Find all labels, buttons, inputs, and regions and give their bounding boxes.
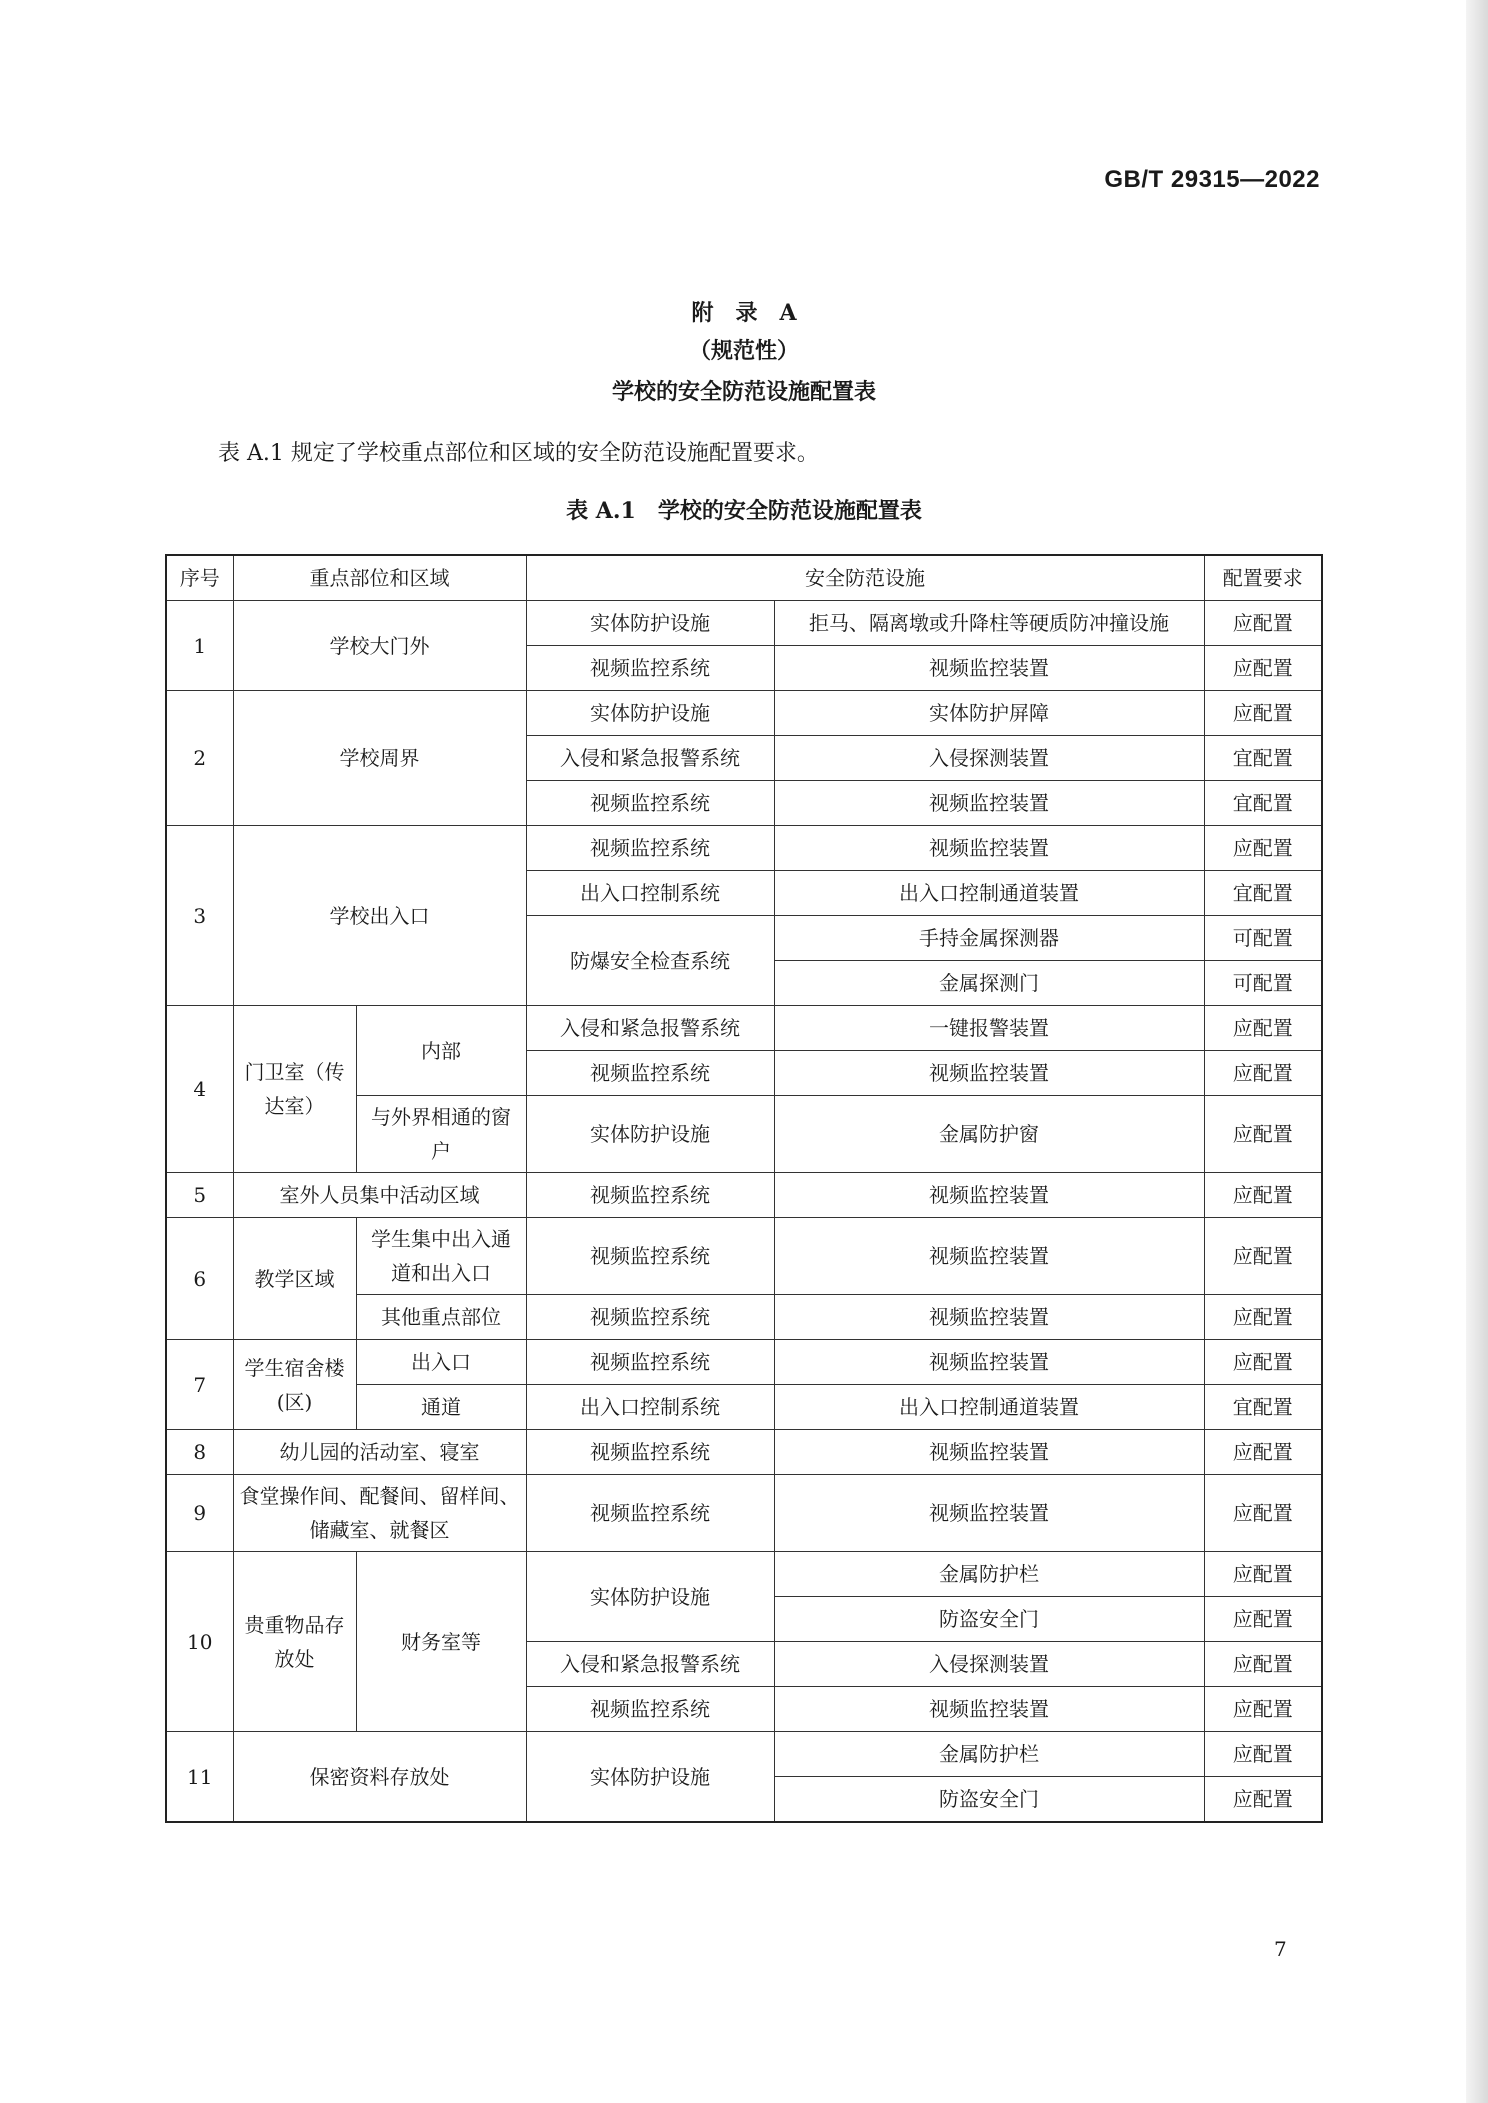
cell-item: 实体防护屏障 <box>774 691 1204 736</box>
table-row <box>166 1732 1322 1777</box>
cell-area: 幼儿园的活动室、寝室 <box>233 1430 526 1475</box>
table-row <box>166 1475 1322 1552</box>
cell-area: 保密资料存放处 <box>233 1732 526 1823</box>
header-area: 重点部位和区域 <box>233 555 526 601</box>
cell-system: 视频监控系统 <box>526 1173 774 1218</box>
cell-area: 食堂操作间、配餐间、留样间、储藏室、就餐区 <box>233 1475 526 1552</box>
cell-req: 应配置 <box>1204 601 1322 646</box>
cell-system: 出入口控制系统 <box>526 871 774 916</box>
cell-no: 1 <box>166 601 233 691</box>
cell-area: 学生宿舍楼(区) <box>233 1340 356 1430</box>
cell-req: 可配置 <box>1204 916 1322 961</box>
cell-system: 出入口控制系统 <box>526 1385 774 1430</box>
cell-system: 视频监控系统 <box>526 1340 774 1385</box>
cell-req: 应配置 <box>1204 1687 1322 1732</box>
cell-req: 应配置 <box>1204 1642 1322 1687</box>
cell-system: 防爆安全检查系统 <box>526 916 774 1006</box>
cell-req: 应配置 <box>1204 1006 1322 1051</box>
cell-no: 10 <box>166 1552 233 1732</box>
cell-req: 应配置 <box>1204 1051 1322 1096</box>
cell-req: 宜配置 <box>1204 736 1322 781</box>
cell-system: 视频监控系统 <box>526 1687 774 1732</box>
cell-req: 应配置 <box>1204 1597 1322 1642</box>
cell-req: 应配置 <box>1204 1340 1322 1385</box>
cell-no: 2 <box>166 691 233 826</box>
cell-req: 应配置 <box>1204 1732 1322 1777</box>
cell-no: 4 <box>166 1006 233 1173</box>
cell-no: 3 <box>166 826 233 1006</box>
cell-req: 宜配置 <box>1204 871 1322 916</box>
cell-area: 学校出入口 <box>233 826 526 1006</box>
cell-subarea: 其他重点部位 <box>356 1295 526 1340</box>
cell-req: 应配置 <box>1204 691 1322 736</box>
cell-req: 宜配置 <box>1204 1385 1322 1430</box>
cell-item: 入侵探测装置 <box>774 736 1204 781</box>
cell-req: 应配置 <box>1204 1430 1322 1475</box>
cell-item: 视频监控装置 <box>774 826 1204 871</box>
cell-system: 视频监控系统 <box>526 781 774 826</box>
appendix-label: 附 录 A <box>691 300 797 326</box>
appendix-title: 学校的安全防范设施配置表 <box>611 379 876 405</box>
cell-system: 实体防护设施 <box>526 691 774 736</box>
cell-area: 学校大门外 <box>233 601 526 691</box>
appendix-nature: （规范性） <box>688 338 799 364</box>
cell-item: 手持金属探测器 <box>774 916 1204 961</box>
header-req: 配置要求 <box>1204 555 1322 601</box>
cell-no: 5 <box>166 1173 233 1218</box>
cell-system: 视频监控系统 <box>526 1051 774 1096</box>
cell-req: 宜配置 <box>1204 781 1322 826</box>
intro-paragraph: 表 A.1 规定了学校重点部位和区域的安全防范设施配置要求。 <box>218 441 819 466</box>
cell-req: 应配置 <box>1204 826 1322 871</box>
cell-subarea: 通道 <box>356 1385 526 1430</box>
cell-subarea: 出入口 <box>356 1340 526 1385</box>
facility-config-table <box>165 554 1323 1823</box>
table-row <box>166 601 1322 646</box>
cell-item: 金属探测门 <box>774 961 1204 1006</box>
cell-area: 贵重物品存放处 <box>233 1552 356 1732</box>
header-facility: 安全防范设施 <box>526 555 1204 601</box>
cell-item: 视频监控装置 <box>774 1218 1204 1295</box>
table-header-row <box>166 555 1322 601</box>
cell-area: 门卫室（传达室） <box>233 1006 356 1173</box>
cell-req: 应配置 <box>1204 1777 1322 1823</box>
cell-item: 视频监控装置 <box>774 1475 1204 1552</box>
cell-subarea: 学生集中出入通道和出入口 <box>356 1218 526 1295</box>
cell-no: 6 <box>166 1218 233 1340</box>
cell-req: 应配置 <box>1204 1552 1322 1597</box>
table-row <box>166 1173 1322 1218</box>
cell-no: 7 <box>166 1340 233 1430</box>
cell-item: 金属防护栏 <box>774 1552 1204 1597</box>
cell-system: 入侵和紧急报警系统 <box>526 1006 774 1051</box>
cell-system: 视频监控系统 <box>526 1475 774 1552</box>
table-row <box>166 826 1322 871</box>
cell-item: 拒马、隔离墩或升降柱等硬质防冲撞设施 <box>774 601 1204 646</box>
cell-system: 实体防护设施 <box>526 1552 774 1642</box>
table-row <box>166 1552 1322 1597</box>
cell-req: 应配置 <box>1204 1295 1322 1340</box>
cell-item: 防盗安全门 <box>774 1597 1204 1642</box>
table-caption: 表 A.1 学校的安全防范设施配置表 <box>566 498 922 524</box>
cell-item: 出入口控制通道装置 <box>774 1385 1204 1430</box>
cell-system: 视频监控系统 <box>526 1430 774 1475</box>
cell-item: 视频监控装置 <box>774 1295 1204 1340</box>
table-row <box>166 1218 1322 1295</box>
cell-item: 一键报警装置 <box>774 1006 1204 1051</box>
cell-item: 视频监控装置 <box>774 1173 1204 1218</box>
cell-no: 11 <box>166 1732 233 1823</box>
table-row <box>166 1430 1322 1475</box>
cell-area: 教学区域 <box>233 1218 356 1340</box>
cell-subarea: 财务室等 <box>356 1552 526 1732</box>
cell-no: 8 <box>166 1430 233 1475</box>
cell-system: 视频监控系统 <box>526 1295 774 1340</box>
cell-item: 防盗安全门 <box>774 1777 1204 1823</box>
cell-req: 应配置 <box>1204 1475 1322 1552</box>
table-row <box>166 691 1322 736</box>
cell-item: 视频监控装置 <box>774 1340 1204 1385</box>
cell-req: 应配置 <box>1204 1218 1322 1295</box>
cell-item: 金属防护栏 <box>774 1732 1204 1777</box>
cell-req: 应配置 <box>1204 1096 1322 1173</box>
cell-no: 9 <box>166 1475 233 1552</box>
cell-area: 室外人员集中活动区域 <box>233 1173 526 1218</box>
cell-item: 金属防护窗 <box>774 1096 1204 1173</box>
cell-system: 实体防护设施 <box>526 1732 774 1823</box>
page-number: 7 <box>1274 1937 1287 1961</box>
cell-system: 实体防护设施 <box>526 601 774 646</box>
cell-req: 可配置 <box>1204 961 1322 1006</box>
cell-subarea: 与外界相通的窗户 <box>356 1096 526 1173</box>
cell-item: 出入口控制通道装置 <box>774 871 1204 916</box>
standard-number: GB/T 29315—2022 <box>1104 166 1320 193</box>
cell-req: 应配置 <box>1204 646 1322 691</box>
cell-system: 入侵和紧急报警系统 <box>526 736 774 781</box>
cell-item: 视频监控装置 <box>774 1430 1204 1475</box>
table-row <box>166 1006 1322 1051</box>
cell-system: 视频监控系统 <box>526 646 774 691</box>
table-row <box>166 1340 1322 1385</box>
header-no: 序号 <box>166 555 233 601</box>
cell-area: 学校周界 <box>233 691 526 826</box>
cell-item: 视频监控装置 <box>774 1687 1204 1732</box>
cell-system: 视频监控系统 <box>526 826 774 871</box>
cell-system: 入侵和紧急报警系统 <box>526 1642 774 1687</box>
cell-system: 视频监控系统 <box>526 1218 774 1295</box>
cell-subarea: 内部 <box>356 1006 526 1096</box>
cell-item: 视频监控装置 <box>774 1051 1204 1096</box>
cell-item: 视频监控装置 <box>774 646 1204 691</box>
cell-item: 入侵探测装置 <box>774 1642 1204 1687</box>
cell-system: 实体防护设施 <box>526 1096 774 1173</box>
cell-item: 视频监控装置 <box>774 781 1204 826</box>
cell-req: 应配置 <box>1204 1173 1322 1218</box>
